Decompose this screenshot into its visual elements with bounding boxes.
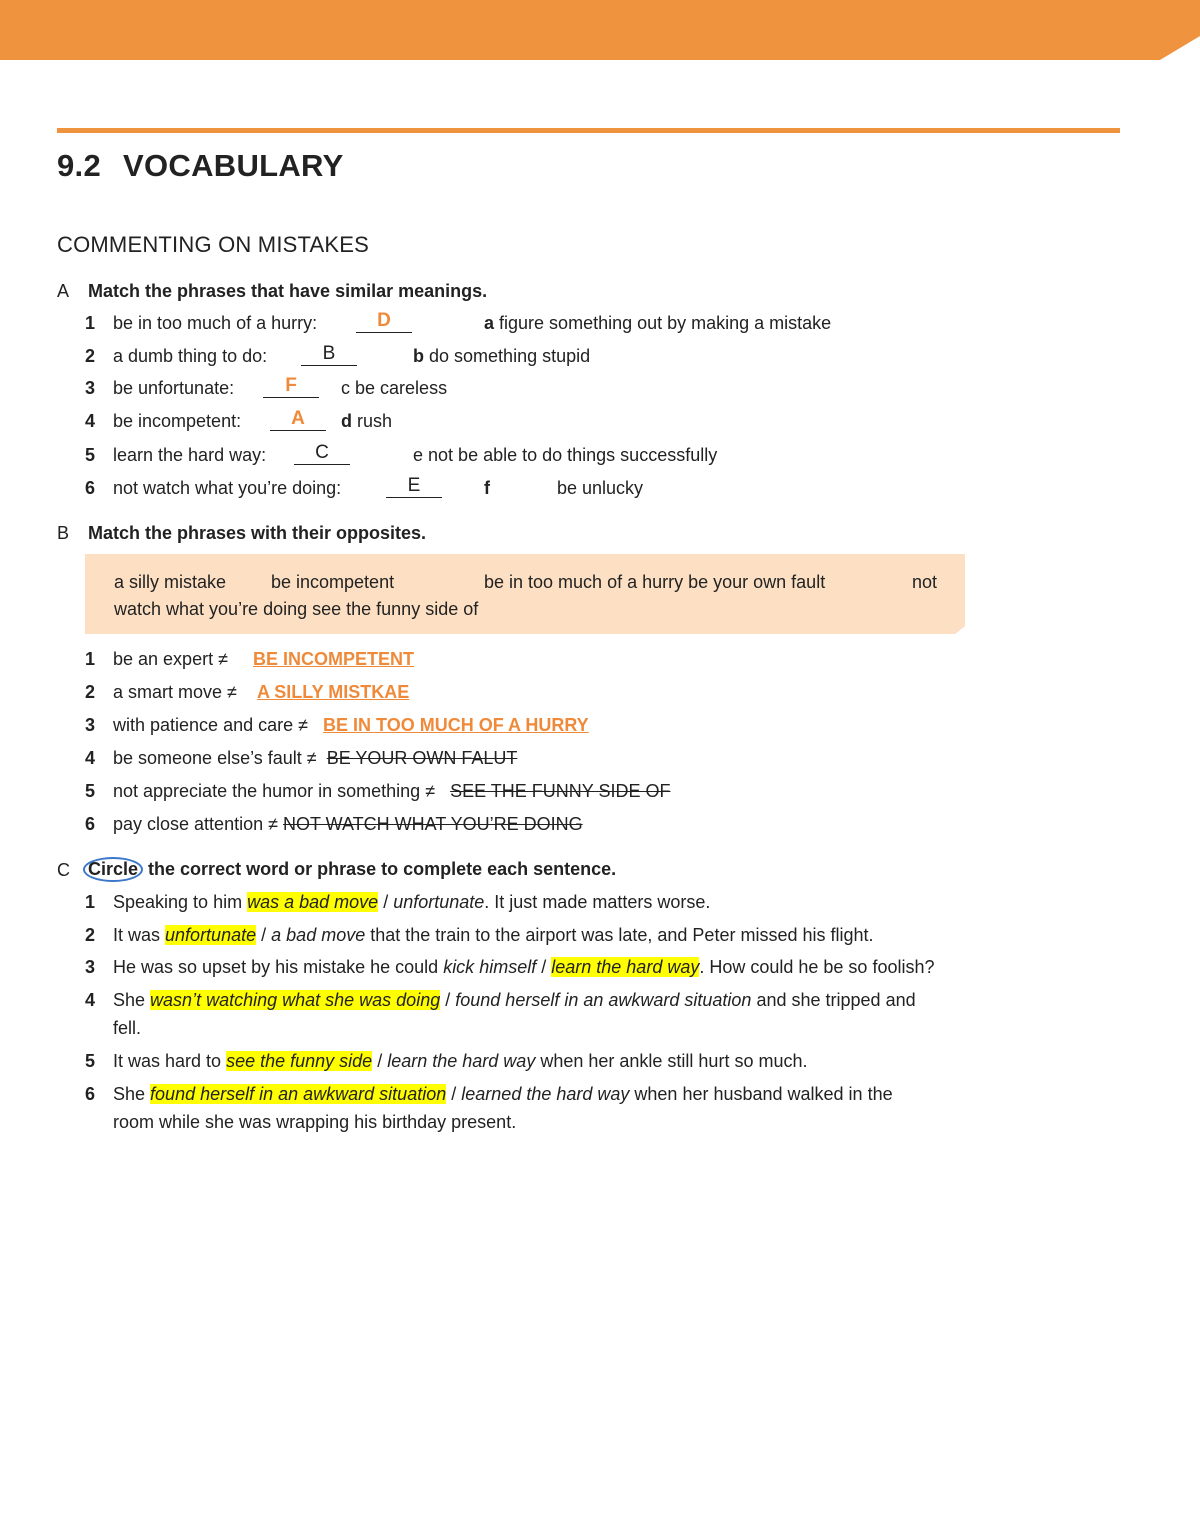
match-phrase: be unfortunate: (113, 378, 235, 398)
option-letter: f (484, 478, 490, 498)
answer-blank[interactable]: F (263, 375, 319, 398)
section-b-letter: B (57, 523, 70, 543)
item-number: 5 (85, 445, 96, 465)
page-title (57, 148, 344, 184)
section-a-instruction: Match the phrases that have similar meanings. (88, 281, 488, 301)
item-number: 6 (85, 1084, 96, 1104)
page-subtitle: COMMENTING ON MISTAKES (57, 232, 370, 257)
header-rule (57, 128, 1120, 133)
item-number: 2 (85, 682, 96, 702)
unselected-choice[interactable]: a bad move (271, 925, 366, 945)
item-number: 6 (85, 814, 96, 834)
sentence: She wasn’t watching what she was doing / found herself in an awkward situation and she tripped and (113, 990, 916, 1010)
selected-choice[interactable]: see the funny side (226, 1051, 373, 1071)
sentence: It was unfortunate / a bad move that the train to the airport was late, and Peter missed his flight. (113, 925, 874, 945)
item-number: 1 (85, 313, 96, 333)
answer-blank[interactable]: C (294, 442, 350, 465)
item-number: 6 (85, 478, 96, 498)
section-c-instruction: Circle the correct word or phrase to complete each sentence. (88, 857, 616, 882)
word-box-item: watch what you’re doing see the funny side of (114, 599, 479, 619)
item-number: 4 (85, 990, 96, 1010)
section-title: VOCABULARY (123, 148, 344, 183)
match-phrase: not watch what you’re doing: (113, 478, 342, 498)
sentence: He was so upset by his mistake he could kick himself / learn the hard way. How could he be so foolish? (113, 957, 935, 977)
item-number: 4 (85, 411, 96, 431)
section-c-letter: C (57, 860, 70, 880)
selected-choice[interactable]: learn the hard way (551, 957, 700, 977)
unselected-choice[interactable]: learn the hard way (387, 1051, 536, 1071)
option-text: be unlucky (557, 478, 644, 498)
item-number: 1 (85, 892, 96, 912)
section-number: 9.2 (57, 148, 101, 183)
answer-blank[interactable]: B (301, 343, 357, 366)
answer-field[interactable]: SEE THE FUNNY SIDE OF (450, 781, 671, 801)
opposite-prompt: not appreciate the humor in something ≠ (113, 781, 436, 801)
section-b-instruction: Match the phrases with their opposites. (88, 523, 427, 543)
option-text: figure something out by making a mistake (499, 313, 832, 333)
item-number: 3 (85, 715, 96, 735)
sentence: It was hard to see the funny side / learn the hard way when her ankle still hurt so much. (113, 1051, 808, 1071)
answer-field[interactable]: A SILLY MISTKAE (256, 682, 410, 702)
answer-field[interactable]: BE IN TOO MUCH OF A HURRY (323, 715, 589, 735)
word-box-item: a silly mistake (114, 572, 227, 592)
sentence-continuation: room while she was wrapping his birthday present. (113, 1112, 517, 1132)
item-number: 2 (85, 925, 96, 945)
opposite-prompt: pay close attention ≠ (113, 814, 278, 834)
answer-blank[interactable]: E (386, 475, 442, 498)
unselected-choice[interactable]: learned the hard way (461, 1084, 630, 1104)
selected-choice[interactable]: unfortunate (165, 925, 257, 945)
answer-blank[interactable]: D (356, 310, 412, 333)
header-banner (0, 0, 1200, 60)
opposite-prompt: a smart move ≠ (113, 682, 237, 702)
answer-field[interactable]: BE INCOMPETENT (252, 649, 414, 669)
option-text: be careless (355, 378, 448, 398)
match-phrase: be incompetent: (113, 411, 242, 431)
word-box-item: be incompetent (271, 572, 395, 592)
selected-choice[interactable]: wasn’t watching what she was doing (150, 990, 441, 1010)
item-number: 3 (85, 378, 96, 398)
option-letter: d (341, 411, 352, 431)
option-text: not be able to do things successfully (428, 445, 718, 465)
item-number: 4 (85, 748, 96, 768)
selected-choice[interactable]: was a bad move (247, 892, 379, 912)
match-phrase: be in too much of a hurry: (113, 313, 318, 333)
option-letter: c (341, 378, 350, 398)
sentence: She found herself in an awkward situation / learned the hard way when her husband walked in the (113, 1084, 893, 1104)
item-number: 2 (85, 346, 96, 366)
item-number: 5 (85, 1051, 96, 1071)
opposite-prompt: be someone else’s fault ≠ (113, 748, 317, 768)
opposite-prompt: be an expert ≠ (113, 649, 228, 669)
circle-word: Circle (83, 857, 143, 882)
option-letter: a (484, 313, 495, 333)
word-box-item: not (912, 572, 938, 592)
word-box-item: be in too much of a hurry be your own fault (484, 572, 826, 592)
option-letter: b (413, 346, 424, 366)
match-phrase: learn the hard way: (113, 445, 267, 465)
selected-choice[interactable]: found herself in an awkward situation (150, 1084, 447, 1104)
word-box (85, 554, 965, 634)
item-number: 5 (85, 781, 96, 801)
opposite-prompt: with patience and care ≠ (113, 715, 308, 735)
sentence-continuation: fell. (113, 1018, 142, 1038)
answer-field[interactable]: BE YOUR OWN FALUT (326, 748, 518, 768)
item-number: 3 (85, 957, 96, 977)
match-phrase: a dumb thing to do: (113, 346, 268, 366)
unselected-choice[interactable]: found herself in an awkward situation (455, 990, 752, 1010)
unselected-choice[interactable]: kick himself (443, 957, 537, 977)
unselected-choice[interactable]: unfortunate (393, 892, 485, 912)
option-text: rush (357, 411, 393, 431)
option-text: do something stupid (429, 346, 591, 366)
answer-blank[interactable]: A (270, 408, 326, 431)
item-number: 1 (85, 649, 96, 669)
sentence: Speaking to him was a bad move / unfortunate. It just made matters worse. (113, 892, 711, 912)
option-letter: e (413, 445, 424, 465)
answer-field[interactable]: NOT WATCH WHAT YOU’RE DOING (283, 814, 583, 834)
section-a-letter: A (57, 281, 70, 301)
